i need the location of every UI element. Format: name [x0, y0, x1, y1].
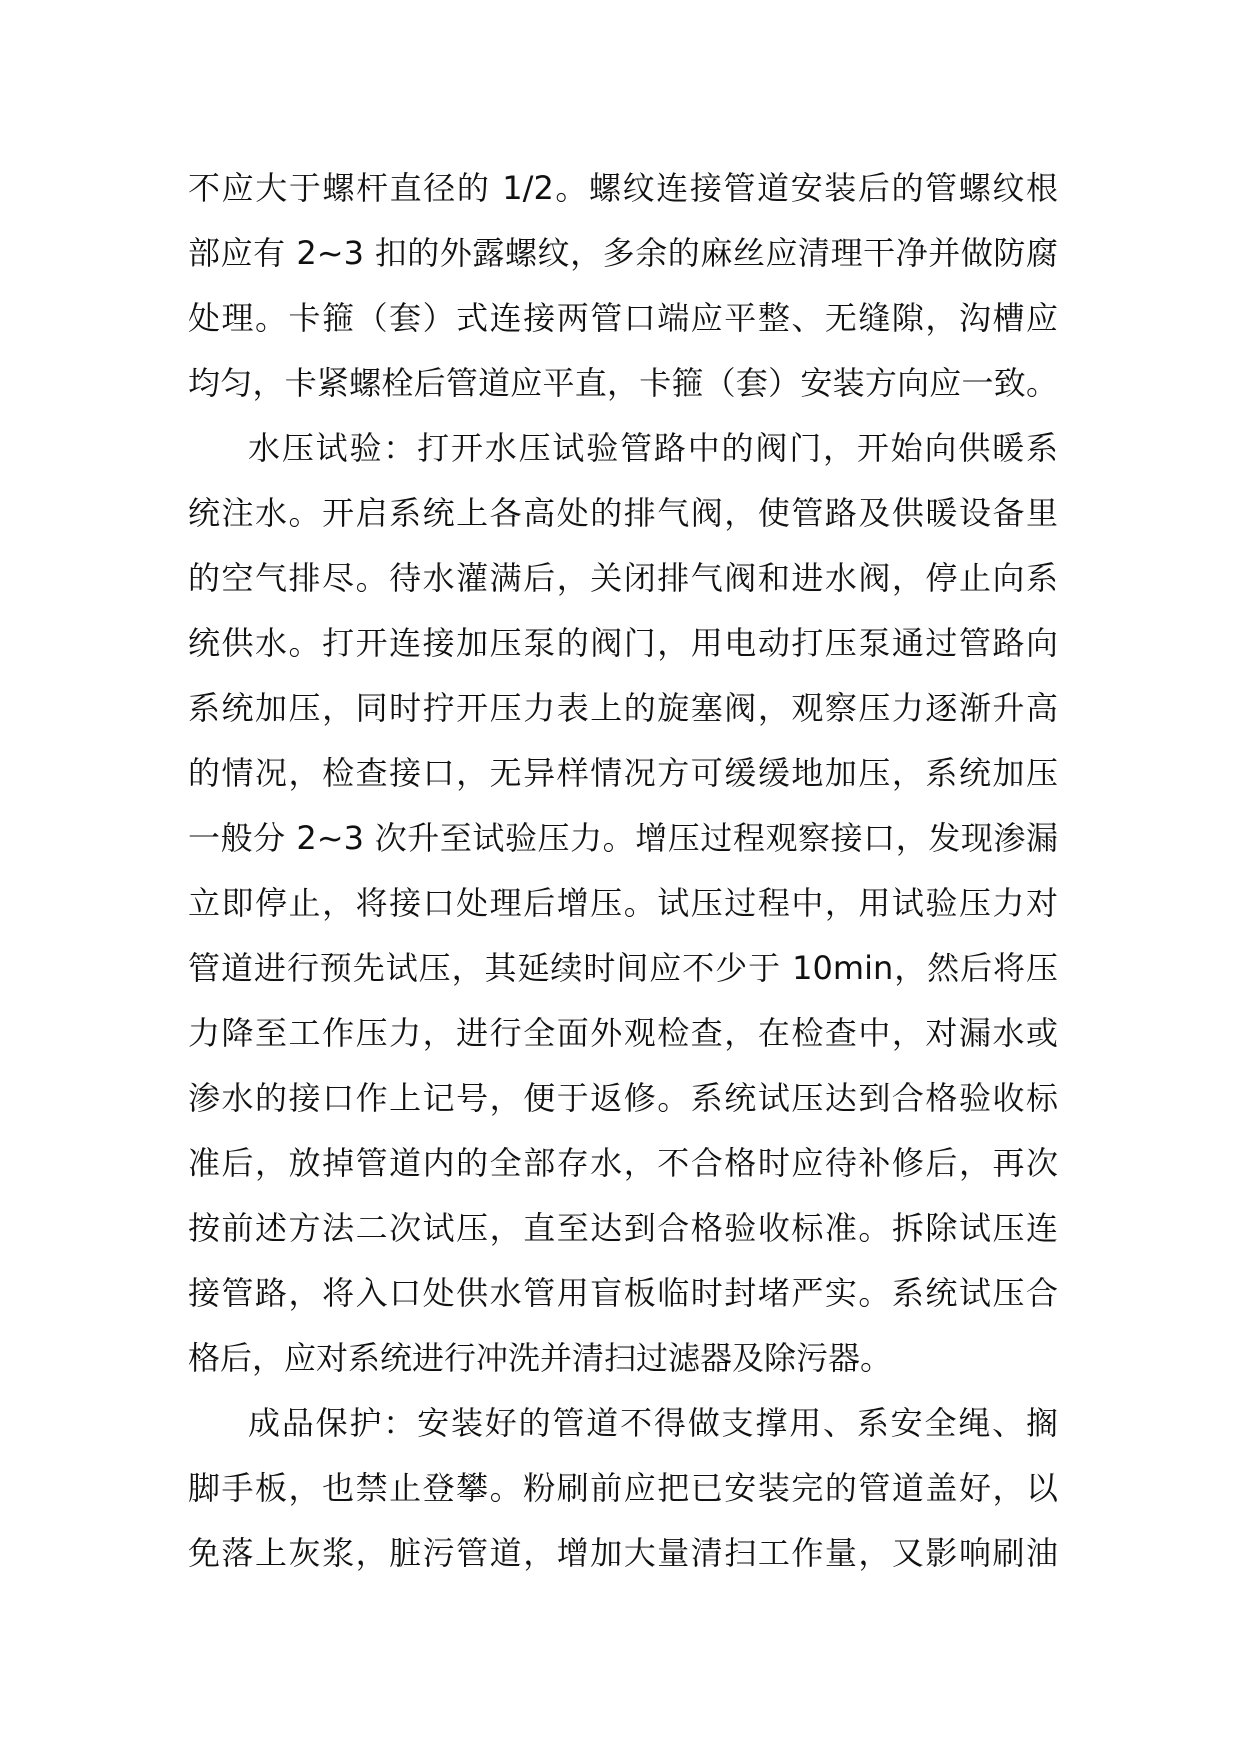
text-line: 一般分 2~3 次升至试验压力。增压过程观察接口，发现渗漏 — [188, 819, 1058, 857]
text-line: 渗水的接口作上记号，便于返修。系统试压达到合格验收标 — [188, 1079, 1058, 1117]
text-line: 免落上灰浆，脏污管道，增加大量清扫工作量，又影响刷油 — [188, 1534, 1058, 1572]
text-line: 统注水。开启系统上各高处的排气阀，使管路及供暖设备里 — [188, 494, 1058, 532]
text-line: 系统加压，同时拧开压力表上的旋塞阀，观察压力逐渐升高 — [188, 689, 1058, 727]
text-line: 的空气排尽。待水灌满后，关闭排气阀和进水阀，停止向系 — [188, 559, 1058, 597]
text-line: 格后，应对系统进行冲洗并清扫过滤器及除污器。 — [188, 1339, 893, 1377]
text-line: 接管路，将入口处供水管用盲板临时封堵严实。系统试压合 — [188, 1274, 1058, 1312]
text-line: 成品保护：安装好的管道不得做支撑用、系安全绳、搁 — [248, 1404, 1058, 1442]
paragraph-product-protection — [188, 1391, 1058, 1586]
text-line: 按前述方法二次试压，直至达到合格验收标准。拆除试压连 — [188, 1209, 1058, 1247]
body-text — [188, 156, 1058, 1586]
text-line: 力降至工作压力，进行全面外观检查，在检查中，对漏水或 — [188, 1014, 1058, 1052]
text-line: 统供水。打开连接加压泵的阀门，用电动打压泵通过管路向 — [188, 624, 1058, 662]
text-line: 水压试验：打开水压试验管路中的阀门，开始向供暖系 — [248, 429, 1058, 467]
text-line: 准后，放掉管道内的全部存水，不合格时应待补修后，再次 — [188, 1144, 1058, 1182]
paragraph-hydrostatic-test — [188, 416, 1058, 1391]
paragraph-pipe-connection — [188, 156, 1058, 416]
text-line: 脚手板，也禁止登攀。粉刷前应把已安装完的管道盖好，以 — [188, 1469, 1058, 1507]
text-line: 处理。卡箍（套）式连接两管口端应平整、无缝隙，沟槽应 — [188, 299, 1058, 337]
text-line: 均匀，卡紧螺栓后管道应平直，卡箍（套）安装方向应一致。 — [188, 364, 1058, 402]
text-line: 部应有 2~3 扣的外露螺纹，多余的麻丝应清理干净并做防腐 — [188, 234, 1058, 272]
text-line: 不应大于螺杆直径的 1/2。螺纹连接管道安装后的管螺纹根 — [188, 169, 1058, 207]
text-line: 立即停止，将接口处理后增压。试压过程中，用试验压力对 — [188, 884, 1058, 922]
text-line: 的情况，检查接口，无异样情况方可缓缓地加压，系统加压 — [188, 754, 1058, 792]
text-line: 管道进行预先试压，其延续时间应不少于 10min，然后将压 — [188, 949, 1058, 987]
